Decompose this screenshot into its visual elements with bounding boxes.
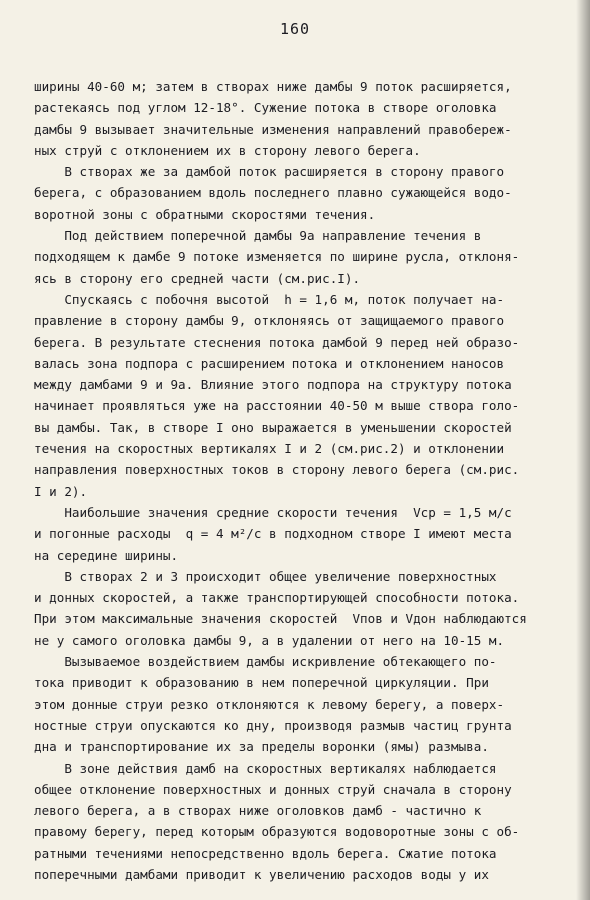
text-line: ясь в сторону его средней части (см.рис.I). bbox=[34, 270, 361, 286]
text-line: начинает проявляться уже на расстоянии 40-50 м выше створа голо- bbox=[34, 398, 520, 414]
text-line: При этом максимальные значения скоростей Vпов и Vдон наблюдаются bbox=[34, 611, 527, 627]
text-line: правому берегу, перед которым образуются водоворотные зоны с об- bbox=[34, 824, 520, 840]
text-line: ных струй с отклонением их в сторону левого берега. bbox=[34, 142, 421, 158]
text-line: и погонные расходы q = 4 м²/с в подходном створе I имеют места bbox=[34, 526, 512, 542]
text-line: тока приводит к образованию в нем поперечной циркуляции. При bbox=[34, 675, 489, 691]
text-line: В зоне действия дамб на скоростных вертикалях наблюдается bbox=[34, 760, 497, 776]
text-line: правление в сторону дамбы 9, отклоняясь от защищаемого правого bbox=[34, 313, 505, 329]
text-line: ратными течениями непосредственно вдоль берега. Сжатие потока bbox=[34, 845, 497, 861]
text-line: В створах 2 и 3 происходит общее увеличение поверхностных bbox=[34, 568, 497, 584]
text-line: направления поверхностных токов в сторону левого берега (см.рис. bbox=[34, 462, 520, 478]
text-line: берега, с образованием вдоль последнего плавно сужающейся водо- bbox=[34, 185, 512, 201]
text-line: растекаясь под углом 12-18°. Сужение потока в створе оголовка bbox=[34, 100, 497, 116]
page-number: 160 bbox=[279, 20, 311, 38]
text-line: между дамбами 9 и 9а. Влияние этого подпора на структуру потока bbox=[34, 377, 512, 393]
text-line: подходящем к дамбе 9 потоке изменяется по ширине русла, отклоня- bbox=[34, 249, 520, 265]
text-line: I и 2). bbox=[34, 483, 88, 499]
text-line: Под действием поперечной дамбы 9а направление течения в bbox=[34, 228, 482, 244]
text-line: воротной зоны с обратными скоростями течения. bbox=[34, 206, 376, 222]
text-line: и донных скоростей, а также транспортирующей способности потока. bbox=[34, 590, 520, 606]
page-edge-shadow bbox=[576, 0, 590, 900]
text-line: вы дамбы. Так, в створе I оно выражается в уменьшении скоростей bbox=[34, 419, 512, 435]
text-line: берега. В результате стеснения потока дамбой 9 перед ней образо- bbox=[34, 334, 520, 350]
text-line: Спускаясь с побочня высотой h = 1,6 м, поток получает на- bbox=[34, 291, 505, 307]
text-line: этом донные струи резко отклоняются к левому берегу, а поверх- bbox=[34, 696, 505, 712]
text-line: В створах же за дамбой поток расширяется в сторону правого bbox=[34, 164, 505, 180]
text-line: дна и транспортирование их за пределы воронки (ямы) размыва. bbox=[34, 739, 489, 755]
text-line: ширины 40-60 м; затем в створах ниже дамбы 9 поток расширяется, bbox=[34, 79, 512, 94]
text-line: дамбы 9 вызывает значительные изменения направлений правобереж- bbox=[34, 121, 512, 137]
text-line: ностные струи опускаются ко дну, производя размыв частиц грунта bbox=[34, 717, 512, 733]
text-line: общее отклонение поверхностных и донных струй сначала в сторону bbox=[34, 781, 512, 797]
text-line: на середине ширины. bbox=[34, 547, 179, 563]
text-line: левого берега, а в створах ниже оголовков дамб - частично к bbox=[34, 803, 482, 819]
text-line: поперечными дамбами приводит к увеличению расходов воды у их bbox=[34, 866, 489, 882]
text-line: течения на скоростных вертикалях I и 2 (см.рис.2) и отклонении bbox=[34, 441, 505, 457]
text-line: Наибольшие значения средние скорости течения Vср = 1,5 м/с bbox=[34, 504, 512, 520]
text-line: не у самого оголовка дамбы 9, а в удалении от него на 10-15 м. bbox=[34, 632, 505, 648]
body-text bbox=[34, 76, 554, 885]
text-line: валась зона подпора с расширением потока и отклонением наносов bbox=[34, 355, 505, 371]
text-line: Вызываемое воздействием дамбы искривление обтекающего по- bbox=[34, 654, 497, 670]
